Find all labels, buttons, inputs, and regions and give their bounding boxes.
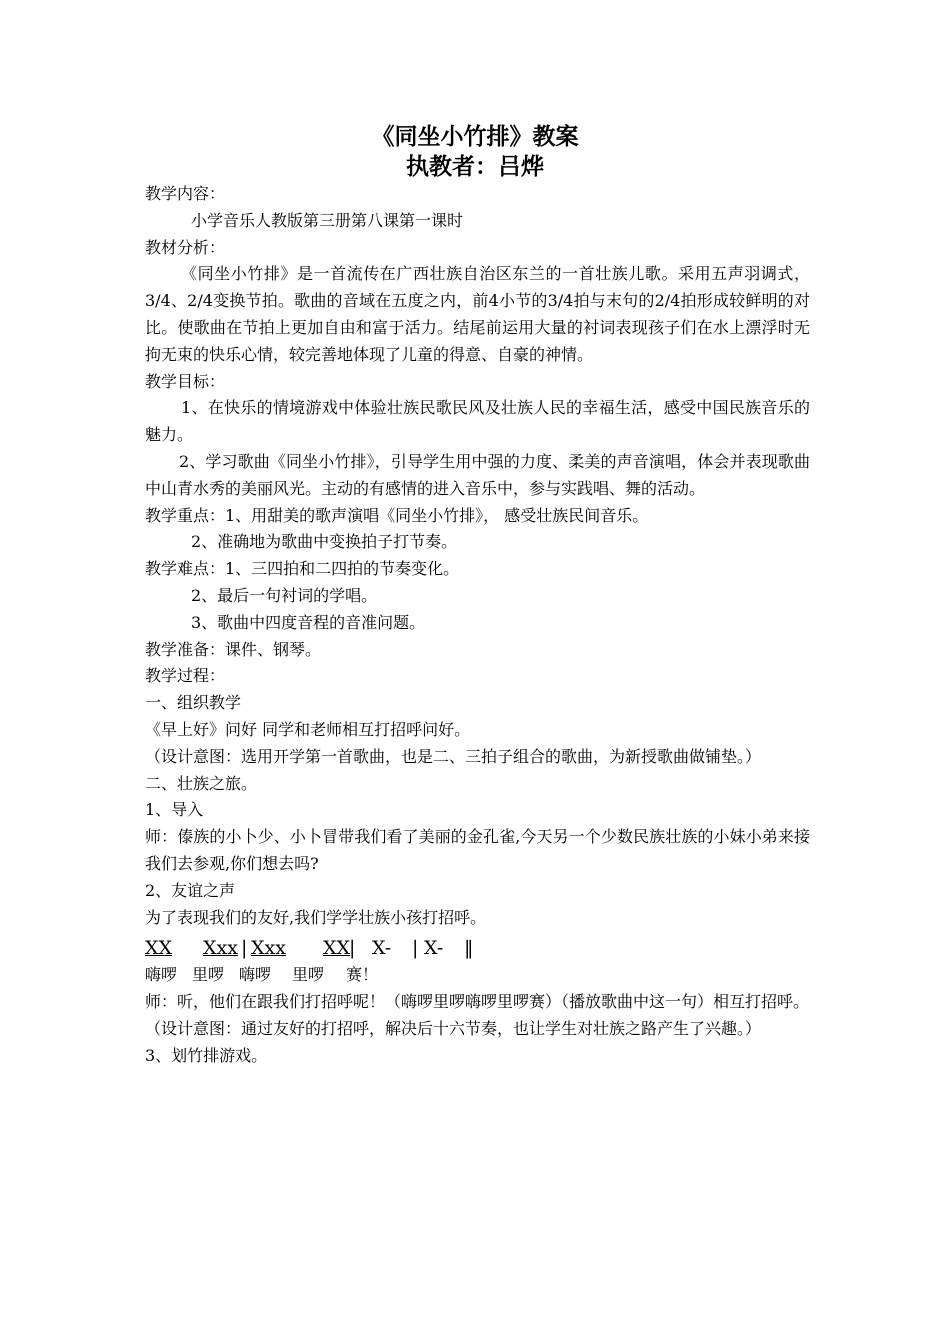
goal-item-1: 1、在快乐的情境游戏中体验壮族民歌民风及壮族人民的幸福生活，感受中国民族音乐的魅力。 bbox=[145, 398, 810, 445]
rhythm-lyrics bbox=[145, 962, 810, 989]
friendship-line: 为了表现我们的友好,我们学学壮族小孩打招呼。 bbox=[145, 907, 487, 927]
author-line: 执教者：吕烨 bbox=[406, 154, 544, 180]
lyric-syllable: 嗨啰 bbox=[239, 965, 272, 985]
lyric-syllable: 里啰 bbox=[192, 965, 225, 985]
teacher-line-1: 师：傣族的小卜少、小卜冒带我们看了美丽的金孔雀,今天另一个少数民族壮族的小妹小弟来接我们去参观,你们想去吗? bbox=[145, 827, 810, 873]
sub-step-3: 3、划竹排游戏。 bbox=[145, 1045, 268, 1065]
design-intent-1: （设计意图：选用开学第一首歌曲，也是二、三拍子组合的歌曲，为新授歌曲做铺垫。） bbox=[145, 746, 762, 766]
lyric-syllable: 嗨啰 bbox=[145, 965, 178, 985]
difficulty-2: 2、最后一句衬词的学唱。 bbox=[191, 585, 378, 605]
rhythm-barline: | bbox=[349, 937, 356, 960]
rhythm-barline: | bbox=[412, 937, 419, 960]
greeting-line: 《早上好》问好 同学和老师相互打招呼问好。 bbox=[145, 719, 471, 739]
content-label: 教学内容： bbox=[145, 184, 226, 203]
document-body bbox=[145, 181, 810, 1070]
rhythm-barline: | bbox=[241, 937, 248, 960]
teacher-line-2: 师：听，他们在跟我们打招呼呢！（嗨啰里啰嗨啰里啰赛）（播放歌曲中这一句）相互打招呼。 bbox=[145, 992, 810, 1012]
key-points-2: 2、准确地为歌曲中变换拍子打节奏。 bbox=[191, 532, 458, 552]
rhythm-token: Xxx bbox=[251, 937, 286, 960]
analysis-paragraph: 《同坐小竹排》是一首流传在广西壮族自治区东兰的一首壮族儿歌。采用五声羽调式，3/4、2/4变换节拍。歌曲的音域在五度之内，前4小节的3/4拍与末句的2/4拍形成较鲜明的对比。使歌曲在节拍上更加自由和富于活力。结尾前运用大量的衬词表现孩子们在水上漂浮时无拘无束的快乐心情，较完善地体现了儿童的得意、自豪的神情。 bbox=[145, 264, 810, 364]
design-intent-2: （设计意图：通过友好的打招呼，解决后十六节奏，也让学生对壮族之路产生了兴趣。） bbox=[145, 1018, 762, 1038]
goal-item-2: 2、学习歌曲《同坐小竹排》，引导学生用中强的力度、柔美的声音演唱，体会并表现歌曲中山青水秀的美丽风光。主动的有感情的进入音乐中，参与实践唱、舞的活动。 bbox=[145, 451, 810, 498]
rhythm-token: X- bbox=[424, 937, 444, 960]
step-1-heading: 一、组织教学 bbox=[145, 693, 242, 713]
preparation: 教学准备：课件、钢琴。 bbox=[145, 639, 322, 659]
rhythm-notation bbox=[145, 934, 810, 962]
goals-label: 教学目标： bbox=[145, 371, 226, 391]
lyric-syllable: 赛！ bbox=[346, 965, 379, 985]
lyric-syllable: 里啰 bbox=[292, 965, 325, 985]
analysis-label: 教材分析： bbox=[145, 237, 226, 257]
rhythm-token: XX bbox=[323, 937, 351, 960]
rhythm-token: Xxx bbox=[203, 937, 238, 960]
key-points-1: 教学重点：1、用甜美的歌声演唱《同坐小竹排》， 感受壮族民间音乐。 bbox=[145, 505, 649, 525]
rhythm-token: X- bbox=[372, 937, 392, 960]
process-label: 教学过程： bbox=[145, 666, 226, 686]
step-2-heading: 二、壮族之旅。 bbox=[145, 773, 258, 793]
sub-step-2: 2、友谊之声 bbox=[145, 880, 236, 900]
difficulty-1: 教学难点：1、三四拍和二四拍的节奏变化。 bbox=[145, 559, 460, 579]
rhythm-token: XX bbox=[145, 937, 173, 960]
difficulty-3: 3、歌曲中四度音程的音准问题。 bbox=[191, 612, 426, 632]
sub-step-1: 1、导入 bbox=[145, 800, 204, 820]
document-title: 《同坐小竹排》教案 bbox=[371, 124, 579, 150]
rhythm-end-barline: ‖ bbox=[464, 937, 474, 960]
content-text: 小学音乐人教版第三册第八课第一课时 bbox=[191, 210, 464, 230]
